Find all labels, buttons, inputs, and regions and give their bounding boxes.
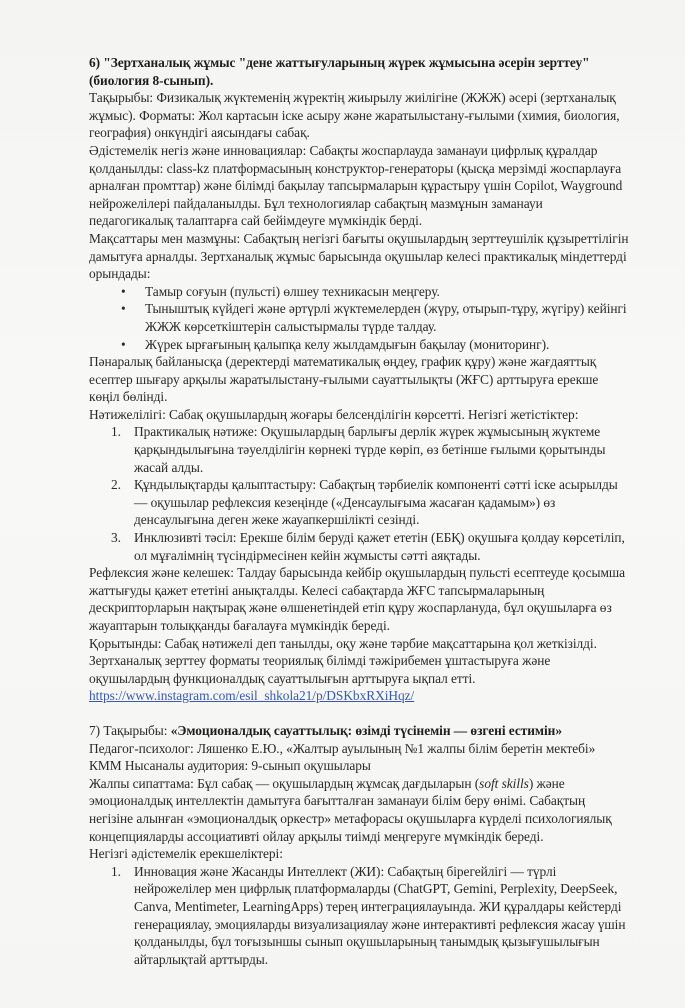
feature-item — [111, 863, 629, 969]
description-text: Жалпы сипаттама: Бұл сабақ — оқушылардың жұмсақ дағдыларын ( — [89, 775, 480, 791]
description-text: ) және эмоционалдық интеллектін дамытуға бағытталған заманауи білім беру өнімі. Сабақтың негізіне алынған «эмоционалдық оркестр» метафорасы оқушыларға күрделі психологиялық концепцияларды ассоциативті ойлау арқылы тиімді меңгеруге мүмкіндік береді. — [89, 775, 612, 844]
section-6-reflection: Рефлексия және келешек: Талдау барысында кейбір оқушылардың пульсті есептеуде қосымша жаттығуды қажет ететіні анықталды. Келесі сабақтарда ЖҒС тапсырмаларының дескрипторларын нақтырақ және өлшенетіндей етіп құру жоспарлануда, бұл оқушыларға өз жауаптарын толыққанды бағалауға мүмкіндік береді. — [89, 565, 626, 633]
result-item — [111, 476, 629, 529]
list-number: 3. — [111, 530, 121, 546]
section-6-topic: Тақырыбы: Физикалық жүктеменің жүректің жиырылу жиілігіне (ЖЖЖ) әсері (зертханалық жұмыс). Форматы: Жол картасын іске асыру және жаратылыстану-ғылыми (химия, биология, география) онкүндігі аясындағы сабақ. — [89, 90, 620, 141]
section-7-heading — [89, 722, 629, 740]
section-6-results-list — [89, 423, 629, 564]
task-item: • Тыныштық күйдегі және әртүрлі жүктемелерден (жүру, отырып-тұру, жүгіру) кейінгі ЖЖЖ көрсеткіштерін салыстырмалы түрде талдау. — [121, 300, 629, 335]
list-number: 1. — [111, 424, 121, 440]
task-item: • Жүрек ырғағының қалыпқа келу жылдамдығын бақылау (мониторинг). — [121, 336, 629, 354]
task-item: • Тамыр соғуын (пульсті) өлшеу техникасын меңгеру. — [121, 283, 629, 301]
section-6-interdisciplinary: Пәнаралық байланысқа (деректерді математикалық өңдеу, график құру) және жағдаяттық есептер шығару арқылы жаратылыстану-ғылыми сауаттылықты (ЖҒС) арттыруға ерекше көңіл бөлінді. — [89, 354, 599, 405]
result-text: Практикалық нәтиже: Оқушылардың барлығы дерлік жүрек жұмысының жүктеме қарқындылығына тәуелділігін көрнекі түрде көріп, өз бетінше ғылыми қорытынды жасай алды. — [134, 424, 606, 475]
section-7-heading-prefix: 7) Тақырыбы: — [89, 722, 171, 738]
result-item — [111, 423, 629, 476]
list-number: 1. — [111, 863, 121, 879]
section-7-heading-title: «Эмоционалдық сауаттылық: өзімді түсінемін — өзгені естимін» — [170, 722, 562, 738]
section-7-description — [89, 775, 629, 845]
section-spacer — [89, 705, 629, 722]
section-7-author: Педагог-психолог: Ляшенко Е.Ю., «Жалтыр ауылының №1 жалпы білім беретін мектебі» КММ Нысаналы аудитория: 9-сынып оқушылары — [89, 740, 596, 774]
instagram-link[interactable]: https://www.instagram.com/esil_shkola21/p/DSKbxRXiHqz/ — [89, 688, 415, 704]
section-6-goals: Мақсаттары мен мазмұны: Сабақтың негізгі бағыты оқушылардың зерттеушілік құзыреттілігін дамытуға арналды. Зертханалық жұмыс барысында оқушылар келесі практикалық міндеттерді орындады: — [89, 230, 629, 282]
section-6-heading: 6) "Зертханалық жұмыс "дене жаттығуларының жүрек жұмысына әсерін зерттеу" (биология 8-сынып). — [89, 55, 590, 88]
feature-text: Инновация және Жасанды Интеллект (ЖИ): Сабақтың бірегейлігі — түрлі нейрожелілер мен цифрлық платформаларды (ChatGPT, Gemini, Perplexity, DeepSeek, Canva, Mentimeter, LearningApps) терең интеграциялауында. ЖИ құралдары кейстерді генерациялау, эмоцияларды визуализациялау және интерактивті рефлексия жасау үшін қолданылды, бұл тоғызыншы сынып оқушыларының танымдық қызығушылығын айтарлықтай арттырды. — [134, 863, 626, 967]
result-text: Инклюзивті тәсіл: Ерекше білім беруді қажет ететін (ЕБҚ) оқушыға қолдау көрсетіліп, ол мұғалімнің түсіндірмесінен кейін жұмысты сәтті аяқтады. — [134, 530, 625, 563]
result-item — [111, 529, 629, 564]
soft-skills-term: soft skills — [479, 775, 529, 791]
list-number: 2. — [111, 477, 121, 493]
section-6-results-intro: Нәтижелілігі: Сабақ оқушылардың жоғары белсенділігін көрсетті. Негізгі жетістіктер: — [89, 406, 579, 422]
section-6-conclusion: Қорытынды: Сабақ нәтижелі деп танылды, оқу және тәрбие мақсаттарына қол жеткізілді. Зертханалық зерттеу форматы теориялық білімді тәжірибемен ұштастыруға және оқушылардың функционалдық сауаттылығын арттыруға ықпал етті. — [89, 635, 597, 686]
result-text: Құндылықтарды қалыптастыру: Сабақтың тәрбиелік компоненті сәтті іске асырылды — оқушылар рефлексия кезеңінде («Денсаулығыма жасаған қадамым») өз денсаулығына деген жеке жауапкершілікті сезінді. — [134, 477, 618, 528]
section-7-features-intro: Негізгі әдістемелік ерекшеліктері: — [89, 846, 283, 862]
document-content — [89, 54, 629, 968]
section-6-methodology: Әдістемелік негіз және инновациялар: Сабақты жоспарлауда заманауи цифрлық құралдар қолданылды: class-kz платформасының конструктор-генераторы (қысқа мерзімді жоспарлауға арналған промттар) және білімді бақылау тапсырмаларын құрастыру үшін Copilot, Wayground нейрожелілері пайдаланылды. Бұл технологиялар сабақтың мазмұнын заманауи педагогикалық талаптарға сай бейімдеуге мүмкіндік берді. — [89, 142, 623, 229]
section-6-task-list — [89, 283, 629, 353]
section-6-link-line — [89, 687, 629, 705]
section-7-features-list — [89, 863, 629, 969]
